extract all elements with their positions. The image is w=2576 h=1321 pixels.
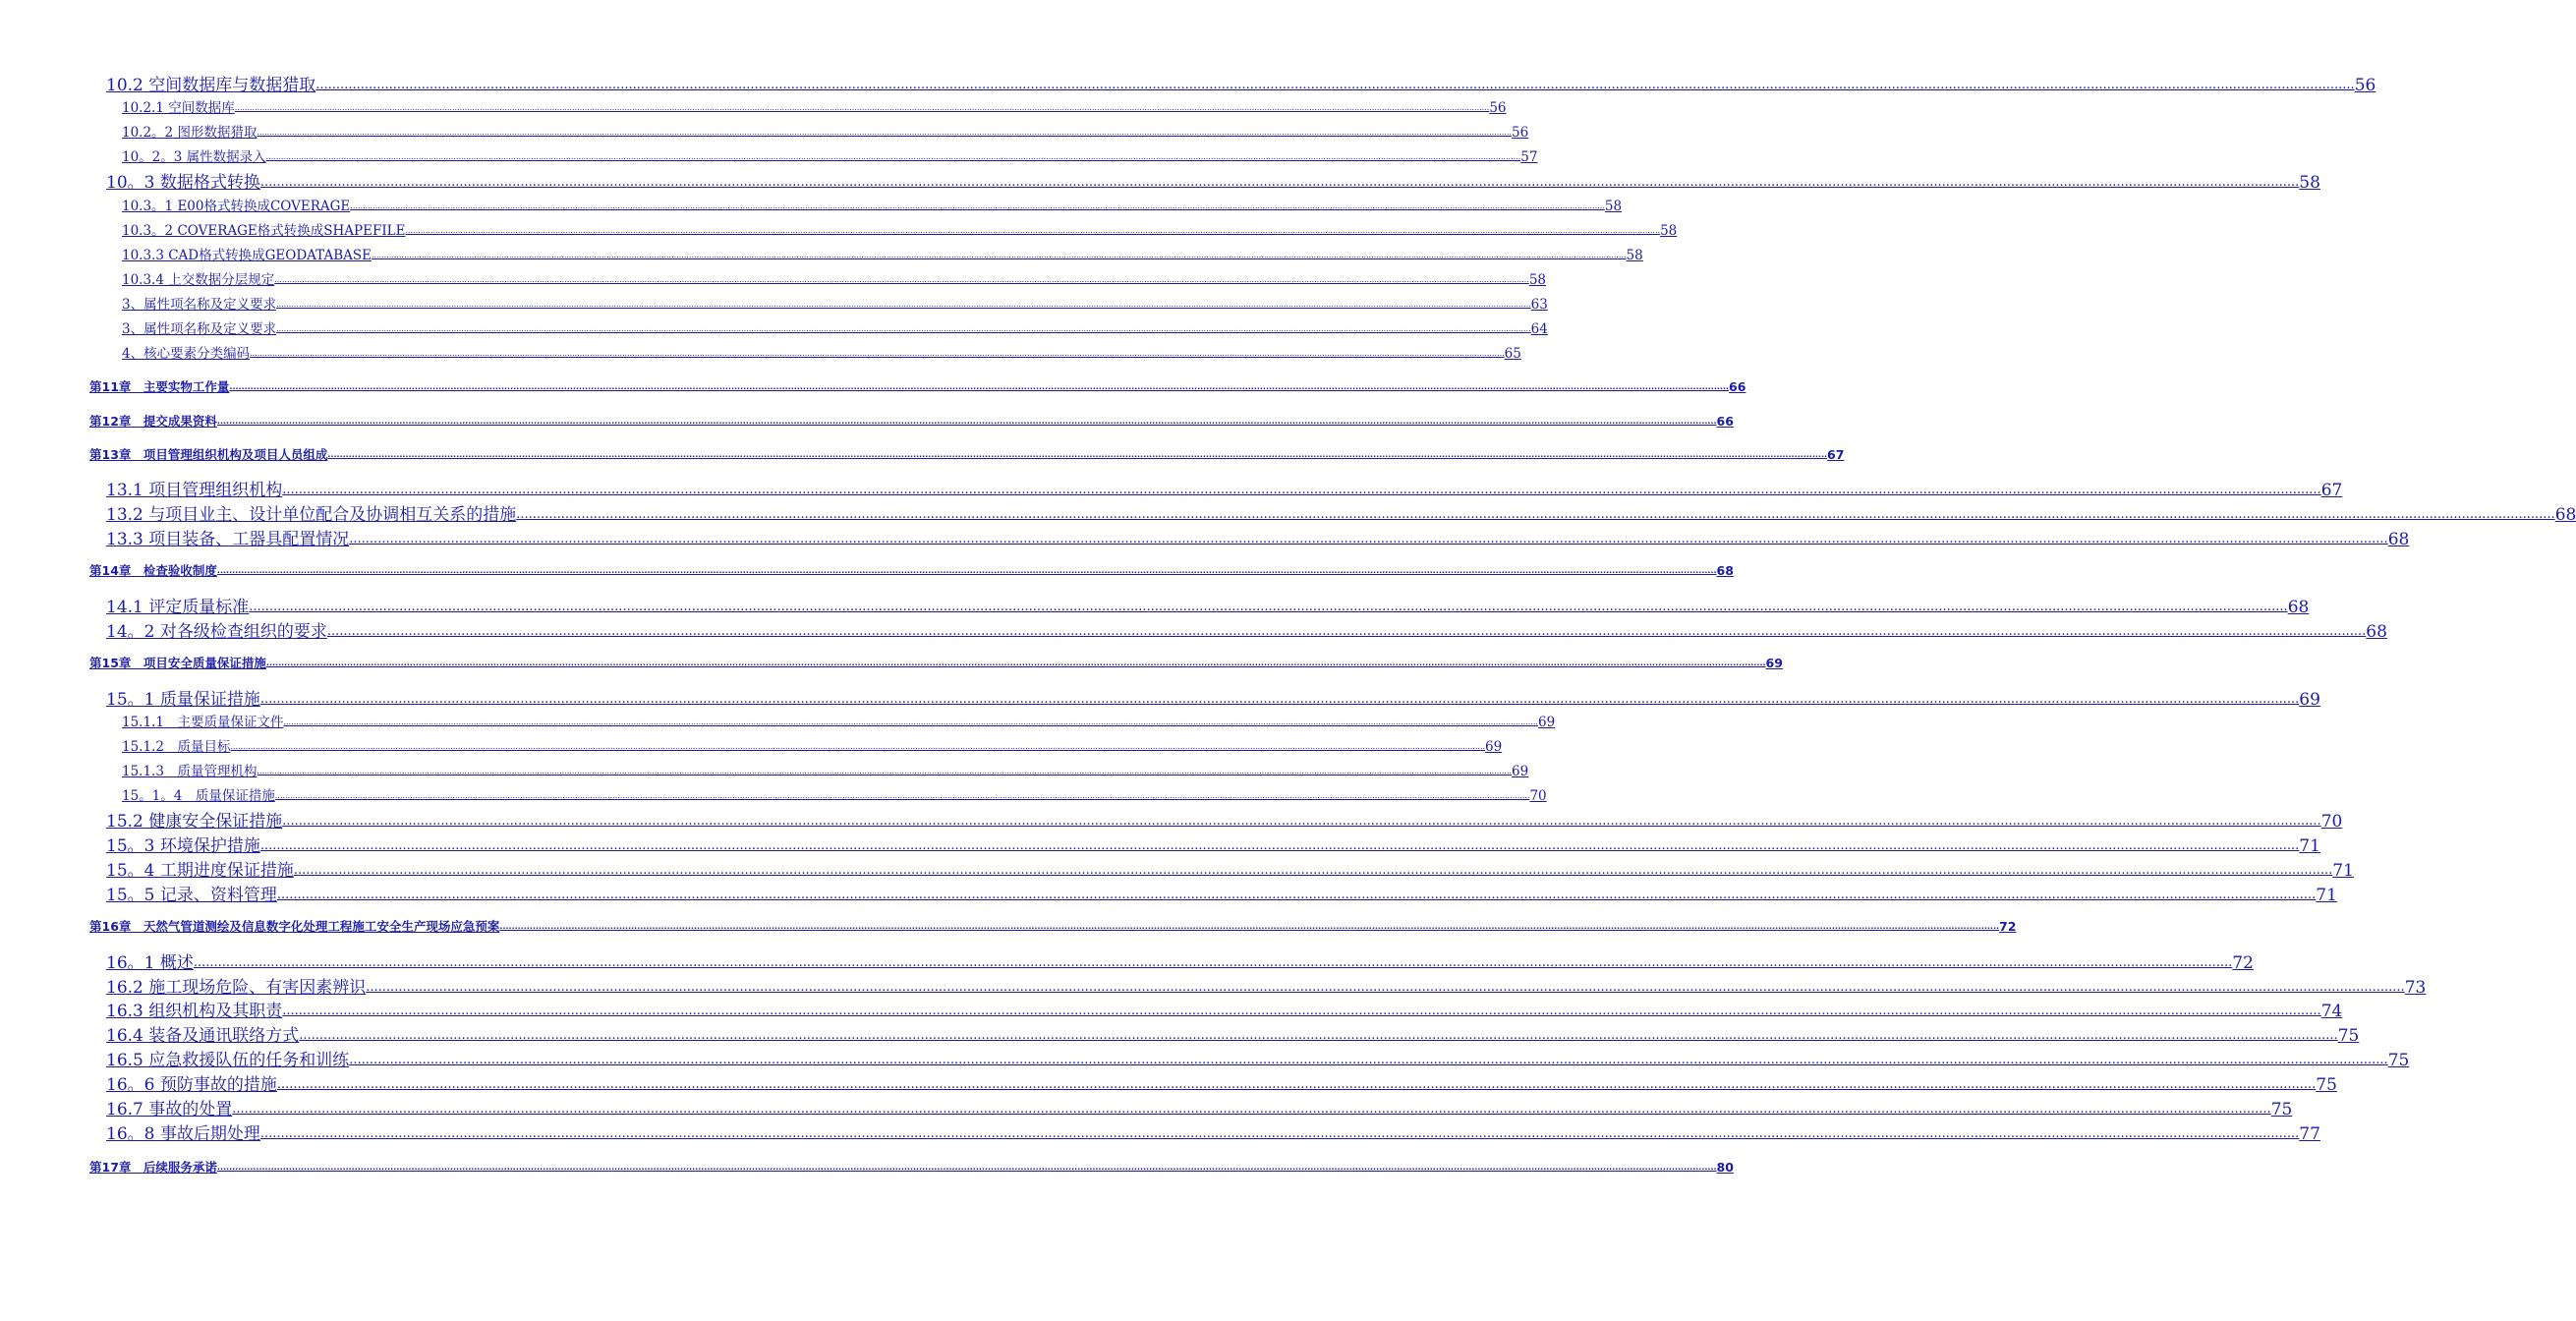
toc-dot-leader: ...................................................................................................................................................................................................................................................................................................................................................................................................................................................................................................................... <box>216 417 1717 426</box>
toc-dot-leader: ...................................................................................................................................................................................................................................................................................................................................................................................................................................................................................................................... <box>257 128 1513 137</box>
toc-entry-title: 10.3.4 上交数据分层规定 <box>122 272 275 288</box>
toc-entry[interactable] <box>106 836 2320 856</box>
toc-entry-title: 10。2。3 属性数据录入 <box>122 149 266 165</box>
toc-page-number: 75 <box>2387 1051 2410 1070</box>
toc-chapter-entry[interactable] <box>89 919 2017 934</box>
toc-entry[interactable] <box>106 886 2337 905</box>
toc-entry-title: 14。2 对各级检查组织的要求 <box>106 622 327 642</box>
toc-page-number: 77 <box>2299 1124 2320 1144</box>
toc-dot-leader: ...................................................................................................................................................................................................................................................................................................................................................................................................................................................................................................................... <box>276 888 2317 902</box>
toc-entry-title: 15.1.1 主要质量保证文件 <box>122 715 284 730</box>
toc-entry-title: 第13章 项目管理组织机构及项目人员组成 <box>89 447 328 462</box>
toc-entry-title: 3、属性项名称及定义要求 <box>122 297 277 313</box>
toc-entry[interactable] <box>122 764 1529 779</box>
toc-dot-leader: ...................................................................................................................................................................................................................................................................................................................................................................................................................................................................................................................... <box>274 275 1529 284</box>
toc-dot-leader: ...................................................................................................................................................................................................................................................................................................................................................................................................................................................................................................................... <box>405 226 1661 235</box>
toc-page-number: 58 <box>2299 173 2320 193</box>
toc-entry[interactable] <box>122 272 1546 288</box>
toc-entry[interactable] <box>106 622 2387 642</box>
toc-page-number: 58 <box>1528 272 1546 288</box>
toc-page-number: 68 <box>2554 505 2576 525</box>
toc-page-number: 74 <box>2320 1002 2343 1021</box>
toc-entry[interactable] <box>106 978 2427 998</box>
toc-page-number: 56 <box>1512 125 1529 141</box>
toc-dot-leader: ...................................................................................................................................................................................................................................................................................................................................................................................................................................................................................................................... <box>259 838 2300 853</box>
toc-entry-title: 4、核心要素分类编码 <box>122 346 251 362</box>
toc-entry-title: 13.2 与项目业主、设计单位配合及协调相互关系的措施 <box>106 505 517 525</box>
toc-page-number: 68 <box>1716 563 1734 578</box>
toc-page-number: 69 <box>1538 715 1556 730</box>
toc-page-number: 68 <box>2387 530 2410 549</box>
toc-page-number: 56 <box>2354 76 2376 95</box>
toc-dot-leader: ...................................................................................................................................................................................................................................................................................................................................................................................................................................................................................................................... <box>232 1102 2271 1117</box>
toc-page-number: 69 <box>1485 739 1503 755</box>
toc-page-number: 70 <box>2320 812 2343 832</box>
toc-page-number: 65 <box>1504 346 1521 362</box>
toc-page-number: 68 <box>2287 598 2310 617</box>
toc-entry-title: 15。3 环境保护措施 <box>106 836 260 856</box>
toc-dot-leader: ...................................................................................................................................................................................................................................................................................................................................................................................................................................................................................................................... <box>276 324 1531 333</box>
toc-dot-leader: ...................................................................................................................................................................................................................................................................................................................................................................................................................................................................................................................... <box>349 1053 2388 1067</box>
toc-entry-title: 10.3。1 E00格式转换成COVERAGE <box>122 199 351 214</box>
toc-entry-title: 10.3.3 CAD格式转换成GEODATABASE <box>122 248 372 263</box>
toc-entry-title: 10.2。2 图形数据猎取 <box>122 125 258 141</box>
toc-entry-title: 15.1.3 质量管理机构 <box>122 764 258 779</box>
toc-page-number: 73 <box>2404 978 2427 998</box>
toc-entry-title: 15。1。4 质量保证措施 <box>122 788 275 804</box>
toc-entry-title: 16.5 应急救援队伍的任务和训练 <box>106 1051 350 1070</box>
toc-dot-leader: ...................................................................................................................................................................................................................................................................................................................................................................................................................................................................................................................... <box>371 251 1627 259</box>
toc-entry-title: 第17章 后续服务承诺 <box>89 1160 217 1175</box>
toc-chapter-entry[interactable] <box>89 447 1845 462</box>
toc-entry-title: 10.3。2 COVERAGE格式转换成SHAPEFILE <box>122 223 406 239</box>
toc-page-number: 63 <box>1530 297 1548 313</box>
toc-page-number: 71 <box>2316 886 2337 905</box>
toc-entry-title: 15。4 工期进度保证措施 <box>106 861 294 881</box>
toc-dot-leader: ...................................................................................................................................................................................................................................................................................................................................................................................................................................................................................................................... <box>293 863 2333 878</box>
toc-entry[interactable] <box>106 173 2320 193</box>
toc-page-number: 67 <box>1827 447 1845 462</box>
toc-dot-leader: ...................................................................................................................................................................................................................................................................................................................................................................................................................................................................................................................... <box>216 1163 1717 1172</box>
toc-entry[interactable] <box>122 788 1547 804</box>
toc-entry-title: 10.2 空间数据库与数据猎取 <box>106 76 316 95</box>
toc-entry[interactable] <box>122 100 1507 116</box>
toc-dot-leader: ...................................................................................................................................................................................................................................................................................................................................................................................................................................................................................................................... <box>250 349 1505 358</box>
toc-entry-title: 15。5 记录、资料管理 <box>106 886 277 905</box>
toc-page-number: 68 <box>2366 622 2387 642</box>
toc-entry[interactable] <box>122 149 1538 165</box>
toc-page-number: 69 <box>2299 690 2320 710</box>
toc-dot-leader: ...................................................................................................................................................................................................................................................................................................................................................................................................................................................................................................................... <box>257 767 1513 775</box>
toc-chapter-entry[interactable] <box>89 379 1746 394</box>
toc-dot-leader: ...................................................................................................................................................................................................................................................................................................................................................................................................................................................................................................................... <box>366 980 2405 995</box>
toc-entry-title: 13.1 项目管理组织机构 <box>106 481 283 500</box>
toc-dot-leader: ...................................................................................................................................................................................................................................................................................................................................................................................................................................................................................................................... <box>259 175 2300 190</box>
toc-dot-leader: ...................................................................................................................................................................................................................................................................................................................................................................................................................................................................................................................... <box>282 1004 2321 1018</box>
toc-entry-title: 16.7 事故的处置 <box>106 1100 233 1120</box>
toc-page-number: 64 <box>1530 321 1548 337</box>
toc-entry[interactable] <box>106 530 2410 549</box>
toc-page-number: 67 <box>2320 481 2343 500</box>
toc-page-number: 75 <box>2316 1075 2337 1095</box>
toc-entry[interactable] <box>122 248 1643 263</box>
toc-dot-leader: ...................................................................................................................................................................................................................................................................................................................................................................................................................................................................................................................... <box>234 103 1490 112</box>
toc-entry[interactable] <box>122 297 1548 313</box>
toc-entry-title: 3、属性项名称及定义要求 <box>122 321 277 337</box>
toc-entry[interactable] <box>106 953 2254 973</box>
toc-dot-leader: ...................................................................................................................................................................................................................................................................................................................................................................................................................................................................................................................... <box>259 1126 2300 1141</box>
toc-entry[interactable] <box>122 199 1623 214</box>
toc-entry-title: 16.4 装备及通讯联络方式 <box>106 1026 300 1046</box>
toc-dot-leader: ...................................................................................................................................................................................................................................................................................................................................................................................................................................................................................................................... <box>350 201 1605 210</box>
toc-entry-title: 15.2 健康安全保证措施 <box>106 812 283 832</box>
toc-chapter-entry[interactable] <box>89 563 1734 578</box>
toc-entry-title: 16。1 概述 <box>106 953 194 973</box>
toc-dot-leader: ...................................................................................................................................................................................................................................................................................................................................................................................................................................................................................................................... <box>274 791 1530 800</box>
toc-entry[interactable] <box>122 346 1521 362</box>
toc-page-number: 56 <box>1489 100 1507 116</box>
toc-dot-leader: ...................................................................................................................................................................................................................................................................................................................................................................................................................................................................................................................... <box>315 78 2355 92</box>
toc-entry-title: 第12章 提交成果资料 <box>89 414 217 429</box>
toc-page-number: 72 <box>2232 953 2254 973</box>
toc-page-number: 75 <box>2337 1026 2360 1046</box>
toc-entry[interactable] <box>122 715 1556 730</box>
toc-dot-leader: ...................................................................................................................................................................................................................................................................................................................................................................................................................................................................................................................... <box>265 659 1766 667</box>
toc-entry-title: 16.2 施工现场危险、有害因素辨识 <box>106 978 367 998</box>
toc-entry-title: 10。3 数据格式转换 <box>106 173 260 193</box>
toc-entry[interactable] <box>106 1002 2343 1021</box>
toc-page-number: 69 <box>1512 764 1529 779</box>
toc-entry[interactable] <box>106 598 2310 617</box>
toc-page-number: 58 <box>1660 223 1678 239</box>
toc-entry[interactable] <box>106 1100 2293 1120</box>
toc-entry-title: 15。1 质量保证措施 <box>106 690 260 710</box>
toc-dot-leader: ...................................................................................................................................................................................................................................................................................................................................................................................................................................................................................................................... <box>516 507 2555 522</box>
toc-chapter-entry[interactable] <box>89 414 1734 429</box>
toc-entry[interactable] <box>106 1026 2360 1046</box>
toc-page-number: 66 <box>1716 414 1734 429</box>
toc-page-number: 58 <box>1626 248 1643 263</box>
toc-dot-leader: ...................................................................................................................................................................................................................................................................................................................................................................................................................................................................................................................... <box>193 955 2233 970</box>
toc-dot-leader: ...................................................................................................................................................................................................................................................................................................................................................................................................................................................................................................................... <box>216 566 1717 575</box>
toc-entry[interactable] <box>122 739 1503 755</box>
toc-dot-leader: ...................................................................................................................................................................................................................................................................................................................................................................................................................................................................................................................... <box>229 382 1730 391</box>
toc-chapter-entry[interactable] <box>89 656 1783 670</box>
toc-entry[interactable] <box>122 321 1548 337</box>
toc-entry[interactable] <box>122 125 1529 141</box>
toc-page-number: 66 <box>1729 379 1746 394</box>
toc-entry[interactable] <box>106 690 2320 710</box>
toc-entry[interactable] <box>106 505 2576 525</box>
toc-dot-leader: ...................................................................................................................................................................................................................................................................................................................................................................................................................................................................................................................... <box>265 152 1521 161</box>
toc-entry[interactable] <box>106 812 2343 832</box>
toc-entry-title: 14.1 评定质量标准 <box>106 598 250 617</box>
toc-dot-leader: ...................................................................................................................................................................................................................................................................................................................................................................................................................................................................................................................... <box>499 922 2000 931</box>
toc-entry-title: 16。8 事故后期处理 <box>106 1124 260 1144</box>
toc-entry-title: 16.3 组织机构及其职责 <box>106 1002 283 1021</box>
toc-dot-leader: ...................................................................................................................................................................................................................................................................................................................................................................................................................................................................................................................... <box>349 532 2388 546</box>
toc-page-number: 80 <box>1716 1160 1734 1175</box>
toc-entry[interactable] <box>106 1075 2337 1095</box>
toc-dot-leader: ...................................................................................................................................................................................................................................................................................................................................................................................................................................................................................................................... <box>230 742 1486 751</box>
toc-page-number: 72 <box>1999 919 2017 934</box>
toc-entry-title: 第11章 主要实物工作量 <box>89 379 230 394</box>
toc-entry-title: 第14章 检查验收制度 <box>89 563 217 578</box>
toc-entry-title: 16。6 预防事故的措施 <box>106 1075 277 1095</box>
toc-dot-leader: ...................................................................................................................................................................................................................................................................................................................................................................................................................................................................................................................... <box>299 1028 2338 1043</box>
toc-entry[interactable] <box>106 861 2354 881</box>
toc-entry[interactable] <box>106 76 2376 95</box>
toc-entry[interactable] <box>122 223 1678 239</box>
toc-dot-leader: ...................................................................................................................................................................................................................................................................................................................................................................................................................................................................................................................... <box>326 624 2367 639</box>
toc-dot-leader: ...................................................................................................................................................................................................................................................................................................................................................................................................................................................................................................................... <box>259 692 2300 707</box>
toc-entry-title: 13.3 项目装备、工器具配置情况 <box>106 530 350 549</box>
toc-dot-leader: ...................................................................................................................................................................................................................................................................................................................................................................................................................................................................................................................... <box>283 718 1539 726</box>
toc-entry-title: 15.1.2 质量目标 <box>122 739 231 755</box>
toc-dot-leader: ...................................................................................................................................................................................................................................................................................................................................................................................................................................................................................................................... <box>249 600 2288 614</box>
toc-entry[interactable] <box>106 481 2343 500</box>
toc-page-number: 71 <box>2332 861 2354 881</box>
toc-page-number: 71 <box>2299 836 2320 856</box>
toc-entry[interactable] <box>106 1124 2320 1144</box>
toc-entry-title: 第15章 项目安全质量保证措施 <box>89 656 266 670</box>
toc-dot-leader: ...................................................................................................................................................................................................................................................................................................................................................................................................................................................................................................................... <box>276 300 1531 309</box>
toc-page-number: 69 <box>1765 656 1783 670</box>
toc-entry[interactable] <box>106 1051 2410 1070</box>
toc-dot-leader: ...................................................................................................................................................................................................................................................................................................................................................................................................................................................................................................................... <box>282 814 2321 829</box>
toc-page-number: 75 <box>2270 1100 2293 1120</box>
toc-dot-leader: ...................................................................................................................................................................................................................................................................................................................................................................................................................................................................................................................... <box>276 1077 2317 1092</box>
toc-page-number: 70 <box>1529 788 1547 804</box>
toc-page-number: 58 <box>1604 199 1623 214</box>
toc-entry-title: 第16章 天然气管道测绘及信息数字化处理工程施工安全生产现场应急预案 <box>89 919 500 934</box>
toc-page-number: 57 <box>1520 149 1538 165</box>
toc-dot-leader: ...................................................................................................................................................................................................................................................................................................................................................................................................................................................................................................................... <box>282 483 2321 497</box>
toc-dot-leader: ...................................................................................................................................................................................................................................................................................................................................................................................................................................................................................................................... <box>327 450 1828 459</box>
toc-entry-title: 10.2.1 空间数据库 <box>122 100 235 116</box>
toc-chapter-entry[interactable] <box>89 1160 1734 1175</box>
